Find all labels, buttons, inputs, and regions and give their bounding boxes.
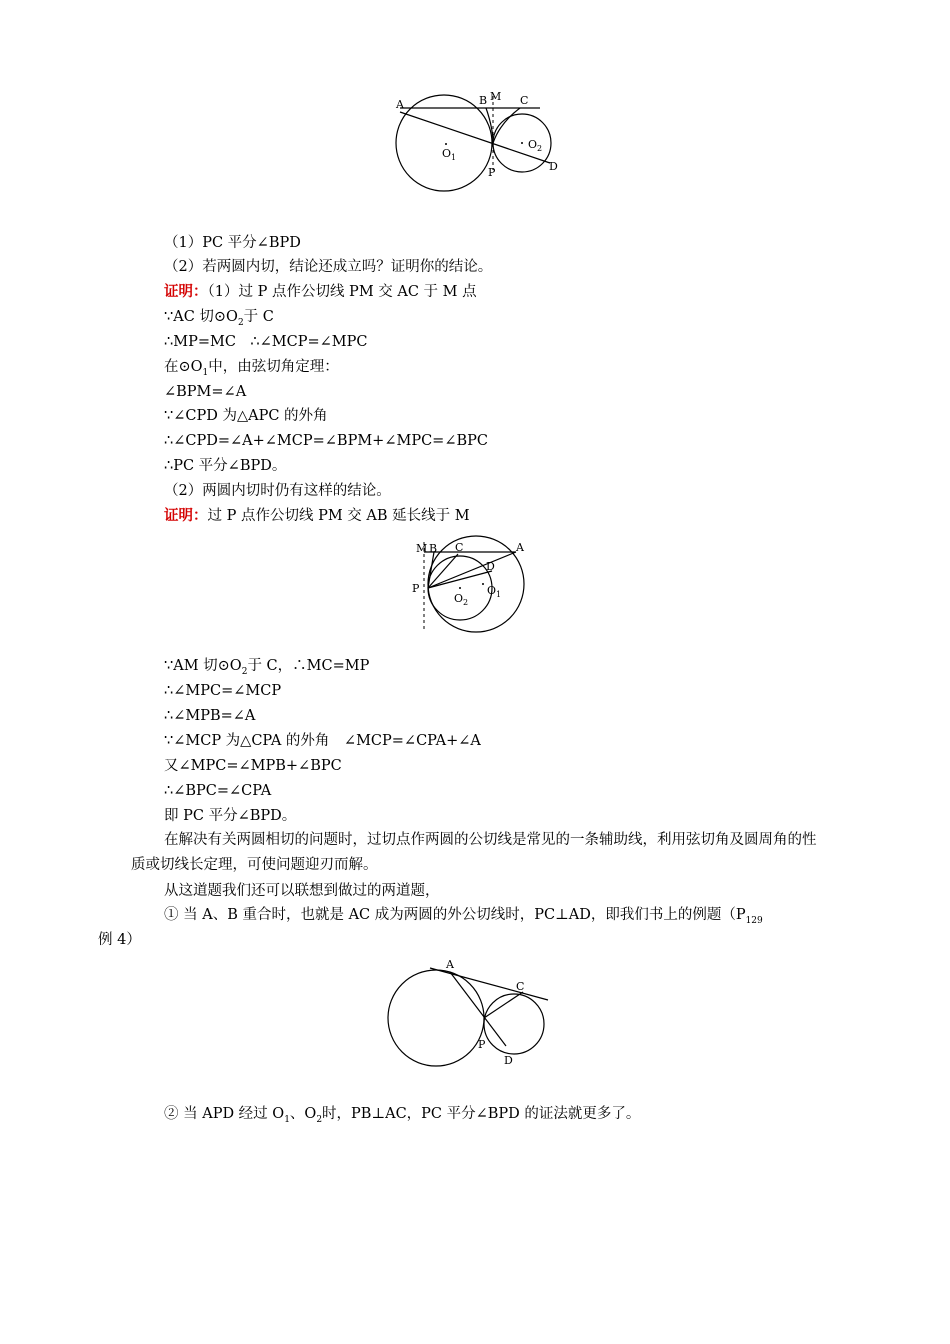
related-intro: 从这道题我们还可以联想到做过的两道题， <box>164 883 440 899</box>
proof-2-label: 证明： <box>164 507 208 524</box>
line-pc <box>493 108 520 143</box>
label-p: P <box>488 166 496 179</box>
proof-2-step-5: 又∠MPC=∠MPB+∠BPC <box>164 758 342 774</box>
figure-1-external-tangent <box>390 88 570 198</box>
center-o2 <box>521 142 523 144</box>
label-o2: $O_2$ <box>454 592 469 607</box>
label-c: C <box>516 980 525 993</box>
label-b: B <box>429 542 438 555</box>
proof-2-intro: （2）两圆内切时仍有这样的结论。 <box>164 483 391 499</box>
label-a: A <box>446 958 454 971</box>
label-p: P <box>478 1038 486 1051</box>
label-o1: $O_1$ <box>487 584 502 599</box>
proof-2-step-6: ∴∠BPC=∠CPA <box>164 783 272 799</box>
tangent-ac <box>430 968 548 1000</box>
proof-1-heading: 证明：（1）过 P 点作公切线 PM 交 AC 于 M 点 <box>164 283 477 300</box>
label-m: M <box>490 90 502 103</box>
circle-right <box>484 994 544 1054</box>
circle-o1 <box>396 95 492 191</box>
label-c: C <box>520 94 529 107</box>
proof-1-step-1: ∵AC 切$⊙O_2$于 C <box>164 309 274 328</box>
figure-2-internal-tangent <box>408 538 538 638</box>
proof-1-step-3: 在$⊙O_1$中，由弦切角定理： <box>164 359 339 378</box>
center-o1 <box>482 583 484 585</box>
figure-3-svg <box>388 958 550 1070</box>
proof-2-step-1: ∵AM 切$⊙O_2$于 C，∴MC=MP <box>164 658 370 677</box>
center-o2 <box>459 587 461 589</box>
label-d: D <box>486 560 495 573</box>
label-d: D <box>504 1054 513 1067</box>
label-c: C <box>455 541 464 554</box>
label-b: B <box>479 94 488 107</box>
related-case-1: ① 当 A、B 重合时，也就是 AC 成为两圆的外公切线时，PC⊥AD，即我们书上的例题（$P_{129}$ 例 4） <box>98 907 763 948</box>
proof-1-step-4: ∠BPM=∠A <box>164 384 247 400</box>
center-o1 <box>445 143 447 145</box>
line-pd <box>428 571 492 588</box>
question-2: （2）若两圆内切，结论还成立吗？证明你的结论。 <box>164 259 493 275</box>
figure-2-svg <box>408 538 538 638</box>
figure-3-external-common-tangent <box>388 958 550 1070</box>
label-a: A <box>516 541 524 554</box>
circle-left <box>388 970 484 1066</box>
label-p: P <box>412 582 420 595</box>
label-a: A <box>396 98 404 111</box>
proof-1-step-2: ∴MP=MC ∴∠MCP=∠MPC <box>164 334 368 350</box>
proof-2-step-2: ∴∠MPC=∠MCP <box>164 683 282 699</box>
label-d: D <box>549 160 558 173</box>
label-o1: $O_1$ <box>442 147 457 162</box>
line-pa <box>428 552 516 588</box>
figure-1-svg <box>390 88 570 198</box>
summary-paragraph: 在解决有关两圆相切的问题时，过切点作两圆的公切线是常见的一条辅助线，利用弦切角及圆周角的性质或切线长定理，可使问题迎刃而解。 <box>131 832 817 873</box>
proof-1-step-7: ∴PC 平分∠BPD。 <box>164 458 287 474</box>
proof-2-step-3: ∴∠MPB=∠A <box>164 708 256 724</box>
proof-2-step-4: ∵∠MCP 为△CPA 的外角 ∠MCP=∠CPA+∠A <box>164 733 481 749</box>
proof-2-heading: 证明：过 P 点作公切线 PM 交 AB 延长线于 M <box>164 507 470 524</box>
proof-1-label: 证明： <box>164 283 208 300</box>
proof-2-step-7: 即 PC 平分∠BPD。 <box>164 808 297 824</box>
question-1: （1）PC 平分∠BPD <box>164 235 301 251</box>
proof-1-step-5: ∵∠CPD 为△APC 的外角 <box>164 408 328 424</box>
related-case-2: ② 当 APD 经过 $O_1$、$O_2$时，PB⊥AC，PC 平分∠BPD 的证法就更多了。 <box>164 1106 641 1125</box>
label-o2: $O_2$ <box>528 138 543 153</box>
label-m: M <box>416 542 428 555</box>
proof-1-step-6: ∴∠CPD=∠A+∠MCP=∠BPM+∠MPC=∠BPC <box>164 433 488 449</box>
